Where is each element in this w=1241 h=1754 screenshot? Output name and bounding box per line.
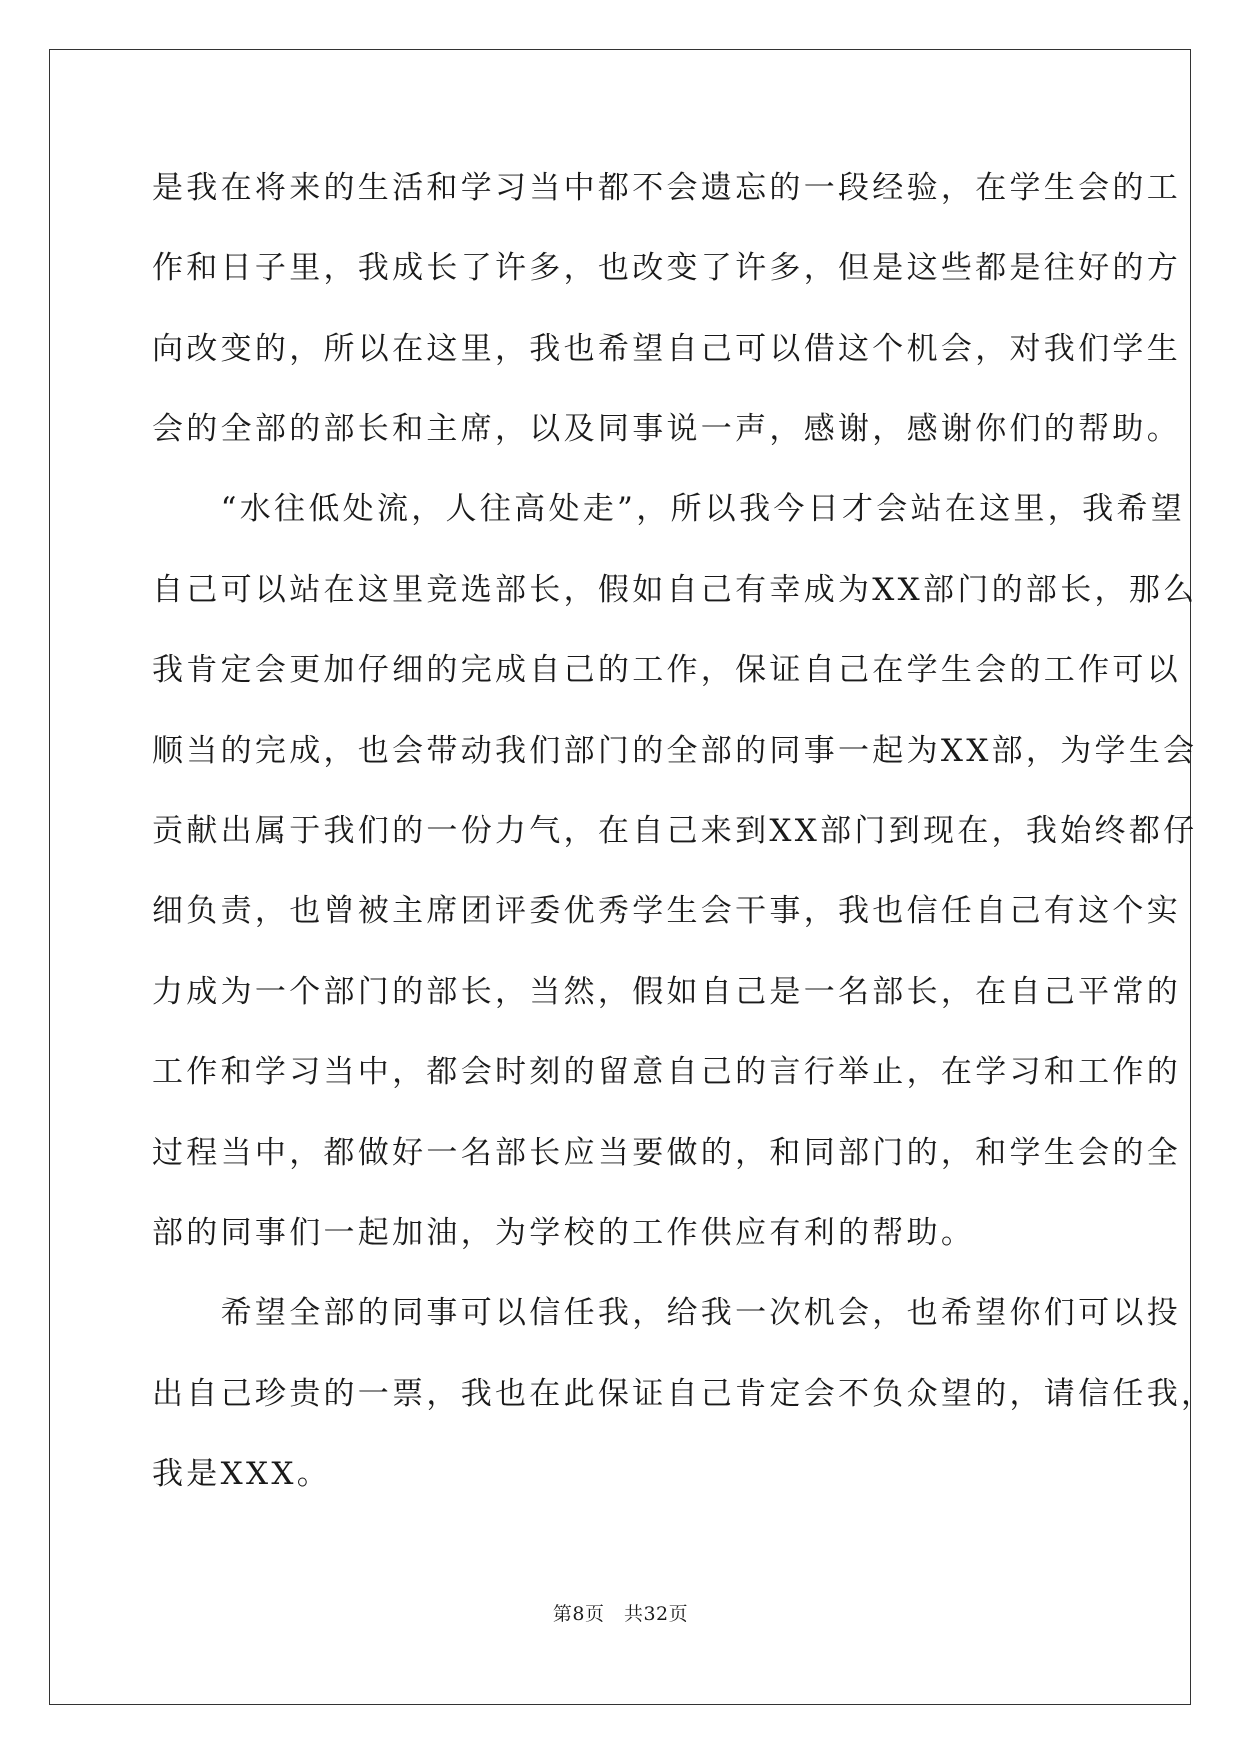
page-number-footer: 第8页 共32页 [552, 1603, 689, 1625]
text-line: 希望全部的同事可以信任我，给我一次机会，也希望你们可以投 [152, 1295, 1181, 1331]
text-line: 部的同事们一起加油，为学校的工作供应有利的帮助。 [152, 1215, 976, 1251]
text-line: 力成为一个部门的部长，当然，假如自己是一名部长，在自己平常的 [152, 974, 1181, 1010]
text-line: 是我在将来的生活和学习当中都不会遗忘的一段经验，在学生会的工 [152, 170, 1181, 206]
text-line: “水往低处流，人往高处走”，所以我今日才会站在这里，我希望 [152, 491, 1185, 527]
text-line: 过程当中，都做好一名部长应当要做的，和同部门的，和学生会的全 [152, 1135, 1181, 1171]
text-line: 我是XXX。 [152, 1456, 332, 1492]
text-line: 工作和学习当中，都会时刻的留意自己的言行举止，在学习和工作的 [152, 1054, 1181, 1090]
text-line: 细负责，也曾被主席团评委优秀学生会干事，我也信任自己有这个实 [152, 893, 1181, 929]
text-line: 出自己珍贵的一票，我也在此保证自己肯定会不负众望的，请信任我， [152, 1376, 1216, 1412]
text-line: 贡献出属于我们的一份力气，在自己来到XX部门到现在，我始终都仔 [152, 813, 1198, 849]
text-line: 向改变的，所以在这里，我也希望自己可以借这个机会，对我们学生 [152, 331, 1181, 367]
text-line: 会的全部的部长和主席，以及同事说一声，感谢，感谢你们的帮助。 [152, 411, 1181, 447]
text-line: 顺当的完成，也会带动我们部门的全部的同事一起为XX部，为学生会 [152, 733, 1198, 769]
text-line: 我肯定会更加仔细的完成自己的工作，保证自己在学生会的工作可以 [152, 652, 1181, 688]
text-line: 自己可以站在这里竞选部长，假如自己有幸成为XX部门的部长，那么 [152, 572, 1198, 608]
text-line: 作和日子里，我成长了许多，也改变了许多，但是这些都是往好的方 [152, 250, 1181, 286]
